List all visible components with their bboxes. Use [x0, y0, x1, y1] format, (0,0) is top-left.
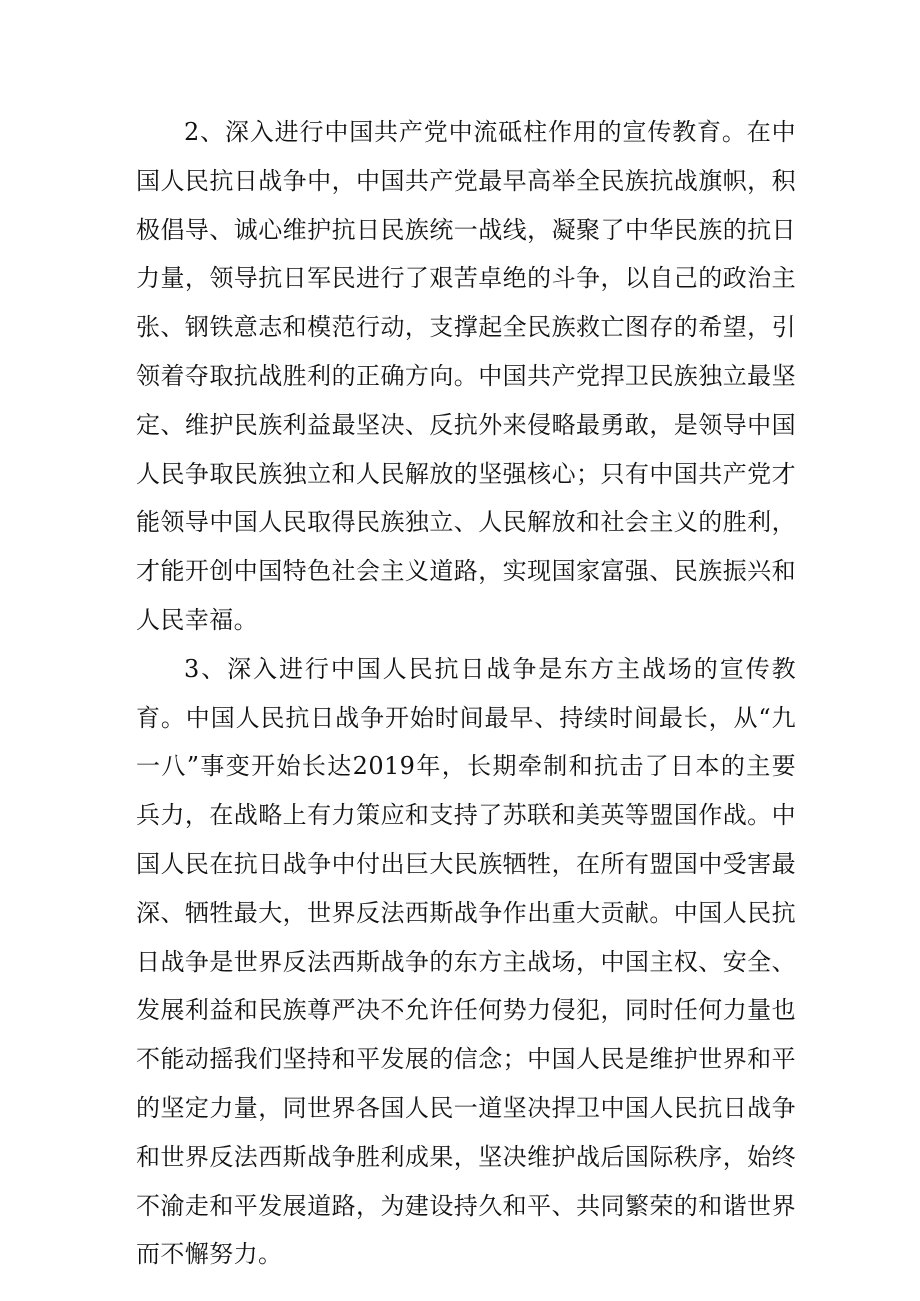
paragraph-2: 2、深入进行中国共产党中流砥柱作用的宣传教育。在中国人民抗日战争中，中国共产党最早高举全民族抗战旗帜，积极倡导、诚心维护抗日民族统一战线，凝聚了中华民族的抗日力量，领导抗日军民进行了艰苦卓绝的斗争，以自己的政治主张、钢铁意志和模范行动，支撑起全民族救亡图存的希望，引领着夺取抗战胜利的正确方向。中国共产党捍卫民族独立最坚定、维护民族利益最坚决、反抗外来侵略最勇敢，是领导中国人民争取民族独立和人民解放的坚强核心；只有中国共产党才能领导中国人民取得民族独立、人民解放和社会主义的胜利，才能开创中国特色社会主义道路，实现国家富强、民族振兴和人民幸福。	[136, 118, 796, 634]
paragraph-3: 3、深入进行中国人民抗日战争是东方主战场的宣传教育。中国人民抗日战争开始时间最早、持续时间最长，从“九一八”事变开始长达2019年，长期牵制和抗击了日本的主要兵力，在战略上有力策应和支持了苏联和美英等盟国作战。中国人民在抗日战争中付出巨大民族牺牲，在所有盟国中受害最深、牺牲最大，世界反法西斯战争作出重大贡献。中国人民抗日战争是世界反法西斯战争的东方主战场，中国主权、安全、发展利益和民族尊严决不允许任何势力侵犯，同时任何力量也不能动摇我们坚持和平发展的信念；中国人民是维护世界和平的坚定力量，同世界各国人民一道坚决捍卫中国人民抗日战争和世界反法西斯战争胜利成果，坚决维护战后国际秩序，始终不渝走和平发展道路，为建设持久和平、共同繁荣的和谐世界而不懈努力。	[136, 654, 796, 1269]
document-body	[136, 108, 796, 1279]
